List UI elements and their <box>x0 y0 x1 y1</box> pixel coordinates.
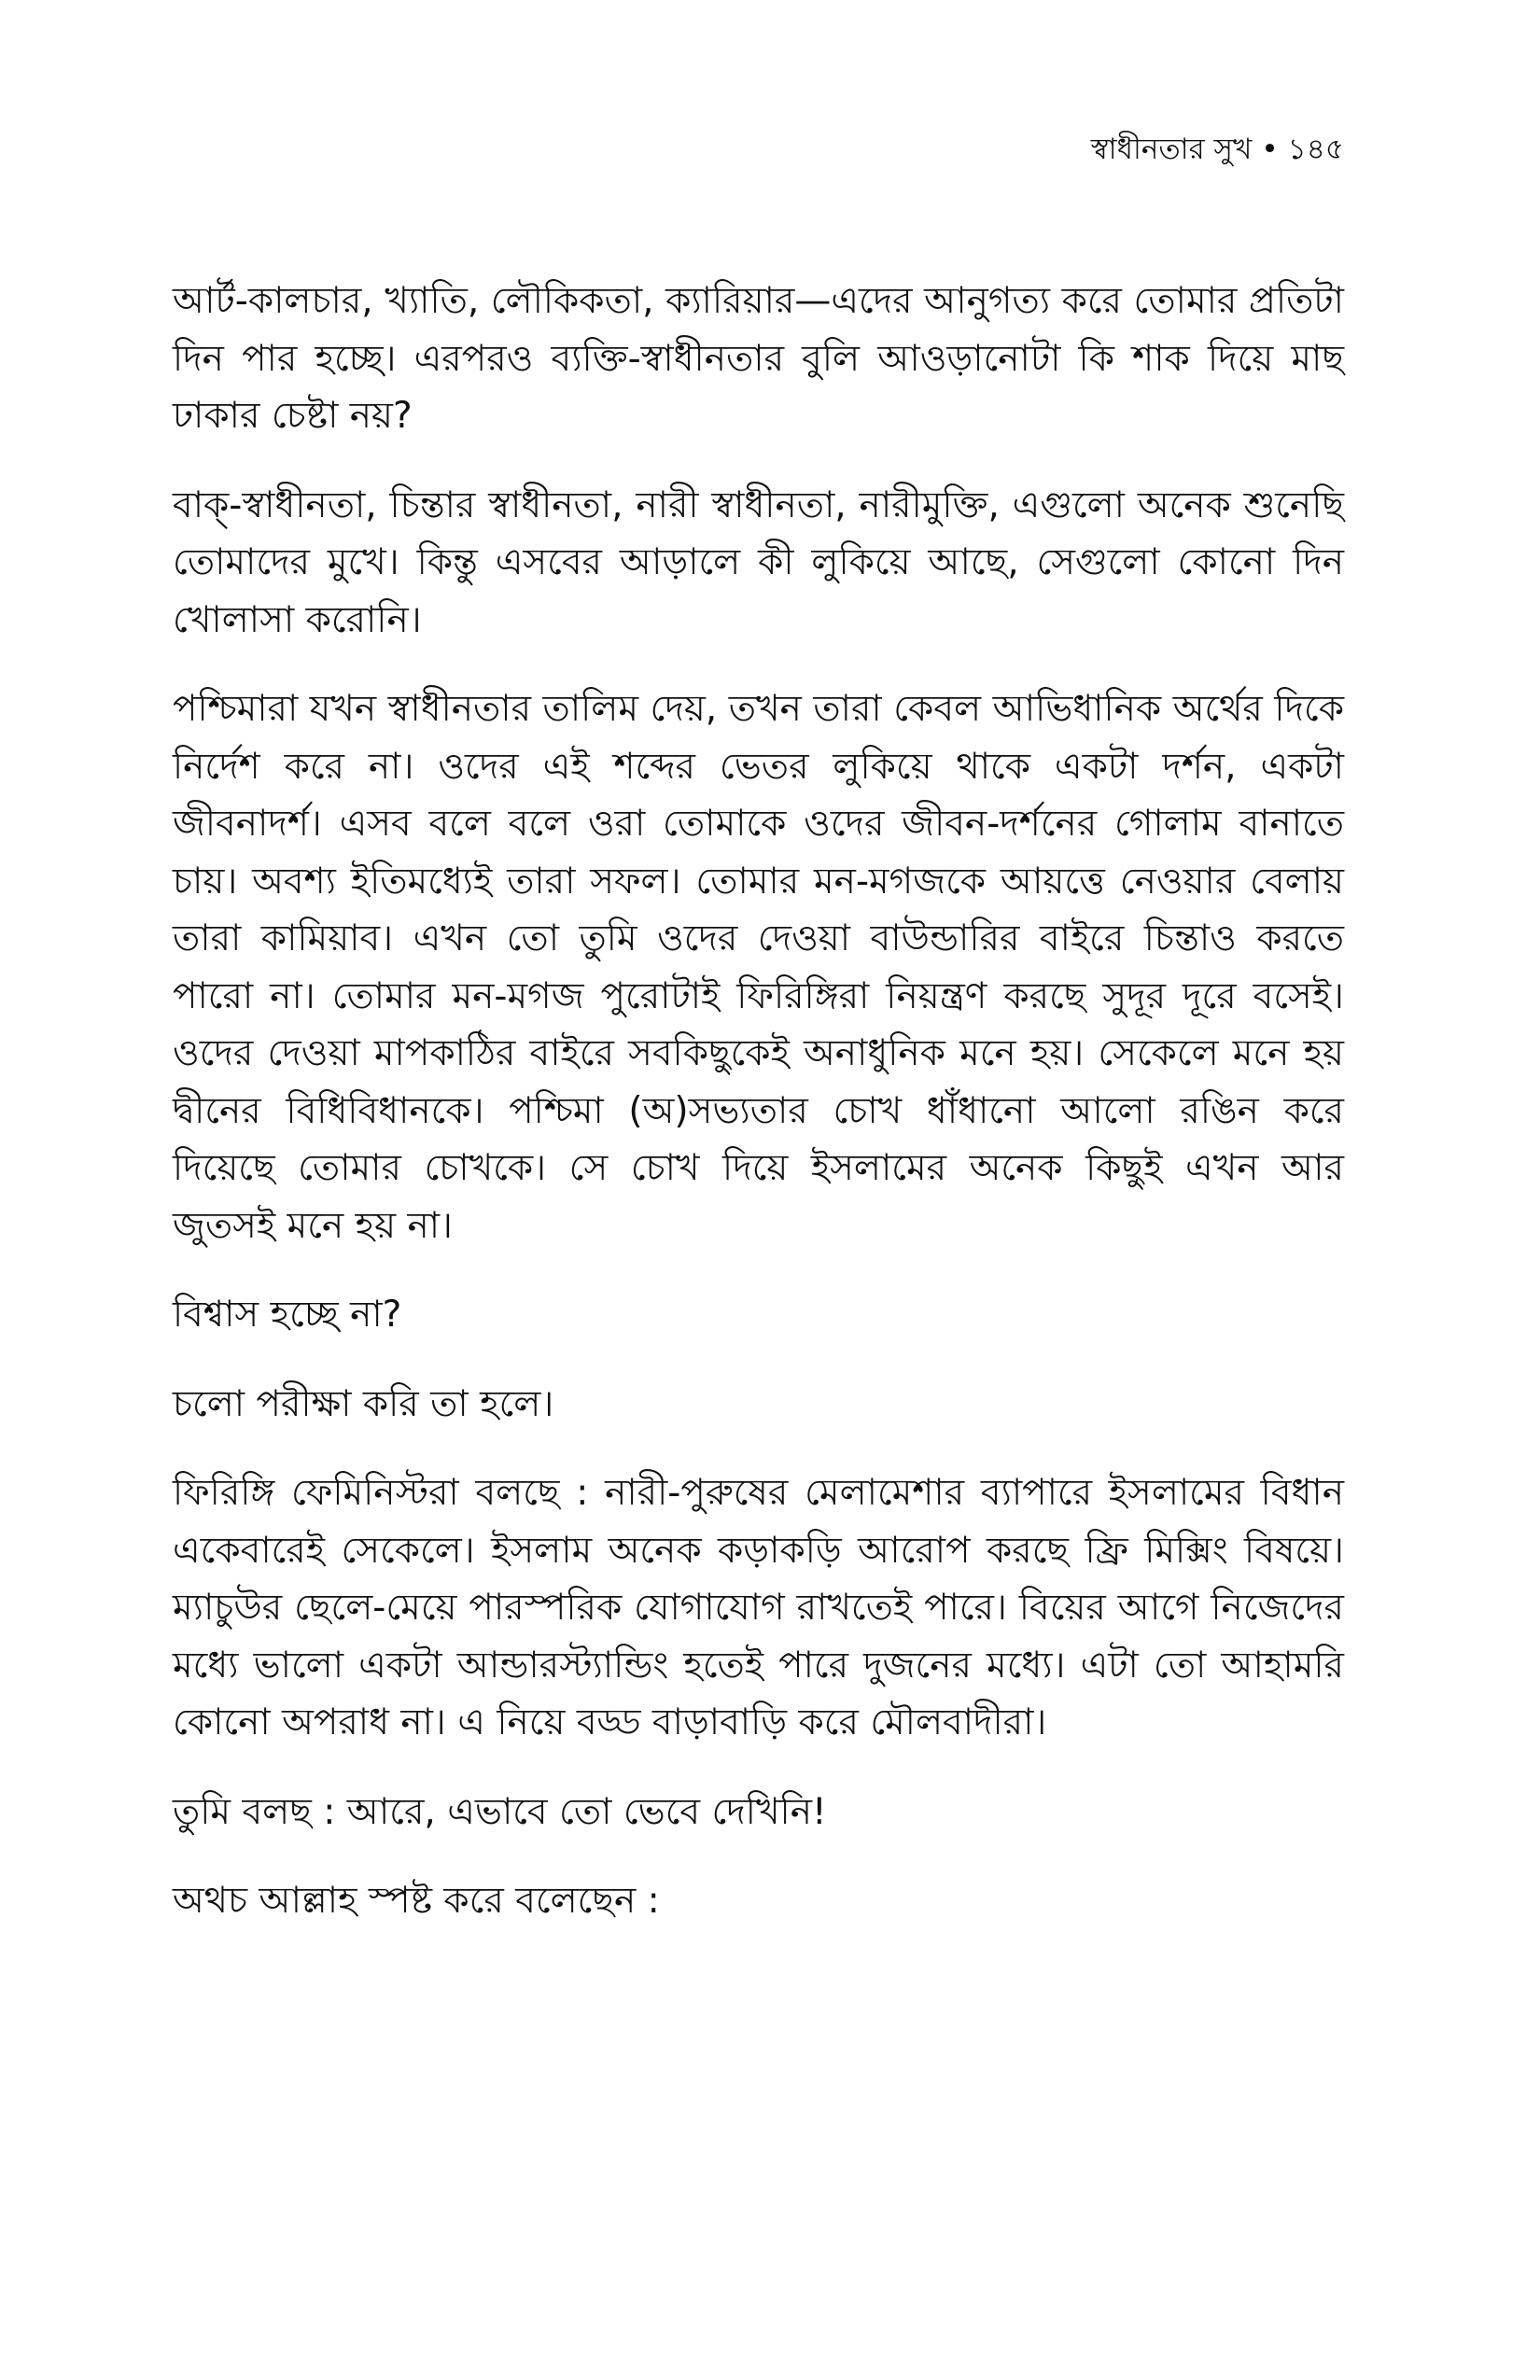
paragraph-8: অথচ আল্লাহ স্পষ্ট করে বলেছেন : <box>173 1880 660 1922</box>
paragraph-2: বাক্-স্বাধীনতা, চিন্তার স্বাধীনতা, নারী স্বাধীনতা, নারীমুক্তি, এগুলো অনেক শুনেছি তোমাদের মুখে। কিন্তু এসবের আড়ালে কী লুকিয়ে আছে, সেগুলো কোনো দিন খোলাসা করোনি। <box>173 483 1344 641</box>
paragraph-1: আর্ট-কালচার, খ্যাতি, লৌকিকতা, ক্যারিয়ার—এদের আনুগত্য করে তোমার প্রতিটা দিন পার হচ্ছে। এরপরও ব্যক্তি-স্বাধীনতার বুলি আওড়ানোটা কি শাক দিয়ে মাছ ঢাকার চেষ্টা নয়? <box>173 280 1344 437</box>
paragraph-4: বিশ্বাস হচ্ছে না? <box>173 1294 402 1336</box>
running-header <box>1091 131 1344 168</box>
paragraph-5: চলো পরীক্ষা করি তা হলে। <box>173 1382 554 1425</box>
paragraph-7: তুমি বলছ : আরে, এভাবে তো ভেবে দেখিনি! <box>173 1790 827 1833</box>
paragraph-6: ফিরিঙ্গি ফেমিনিস্টরা বলছে : নারী-পুরুষের মেলামেশার ব্যাপারে ইসলামের বিধান একেবারেই সেকেলে। ইসলাম অনেক কড়াকড়ি আরোপ করছে ফ্রি মিক্সিং বিষয়ে। ম্যাচুউর ছেলে-মেয়ে পারস্পরিক যোগাযোগ রাখতেই পারে। বিয়ের আগে নিজেদের মধ্যে ভালো একটা আন্ডারস্ট্যান্ডিং হতেই পারে দুজনের মধ্যে। এটা তো আহামরি কোনো অপরাধ না। এ নিয়ে বড্ড বাড়াবাড়ি করে মৌলবাদীরা। <box>173 1472 1344 1743</box>
header-separator: • <box>1261 133 1279 166</box>
page-number: ১৪৫ <box>1287 133 1344 166</box>
body-text <box>173 273 1344 1962</box>
paragraph-3: পশ্চিমারা যখন স্বাধীনতার তালিম দেয়, তখন তারা কেবল আভিধানিক অর্থের দিকে নির্দেশ করে না। ওদের এই শব্দের ভেতর লুকিয়ে থাকে একটা দর্শন, একটা জীবনাদর্শ। এসব বলে বলে ওরা তোমাকে ওদের জীবন-দর্শনের গোলাম বানাতে চায়। অবশ্য ইতিমধ্যেই তারা সফল। তোমার মন-মগজকে আয়ত্তে নেওয়ার বেলায় তারা কামিয়াব। এখন তো তুমি ওদের দেওয়া বাউন্ডারির বাইরে চিন্তাও করতে পারো না। তোমার মন-মগজ পুরোটাই ফিরিঙ্গিরা নিয়ন্ত্রণ করছে সুদূর দূরে বসেই। ওদের দেওয়া মাপকাঠির বাইরে সবকিছুকেই অনাধুনিক মনে হয়। সেকেলে মনে হয় দ্বীনের বিধিবিধানকে। পশ্চিমা (অ)সভ্যতার চোখ ধাঁধানো আলো রঙিন করে দিয়েছে তোমার চোখকে। সে চোখ দিয়ে ইসলামের অনেক কিছুই এখন আর জুতসই মনে হয় না। <box>173 688 1344 1247</box>
header-title: স্বাধীনতার সুখ <box>1090 133 1253 166</box>
